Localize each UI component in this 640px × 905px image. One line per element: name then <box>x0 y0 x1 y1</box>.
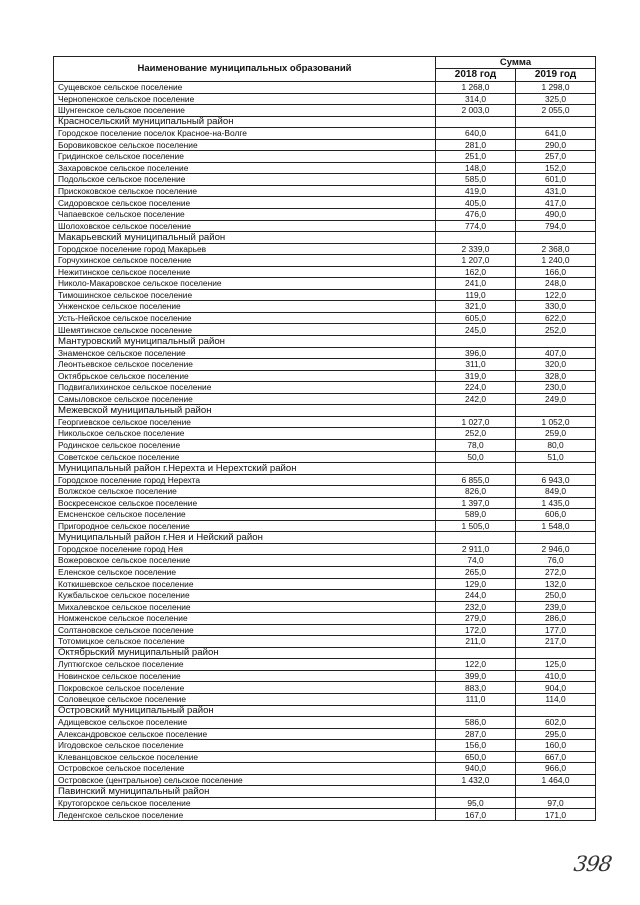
value-2018 <box>436 336 516 348</box>
district-header-row <box>54 647 596 659</box>
value-2019: 248,0 <box>516 278 596 290</box>
table-row <box>54 809 596 821</box>
municipality-name: Вожеровское сельское поселение <box>54 555 436 567</box>
value-2018: 6 855,0 <box>436 474 516 486</box>
table-row <box>54 220 596 232</box>
value-2019 <box>516 647 596 659</box>
municipality-name: Горчухинское сельское поселение <box>54 255 436 267</box>
municipality-name: Муниципальный район г.Нея и Нейский район <box>54 532 436 544</box>
table-row <box>54 347 596 359</box>
municipality-name: Городское поселение город Макарьев <box>54 243 436 255</box>
value-2018: 321,0 <box>436 301 516 313</box>
municipality-name: Леонтьевское сельское поселение <box>54 359 436 371</box>
value-2018: 1 432,0 <box>436 774 516 786</box>
municipality-name: Емсненское сельское поселение <box>54 509 436 521</box>
value-2018: 148,0 <box>436 162 516 174</box>
value-2019: 286,0 <box>516 613 596 625</box>
table-row <box>54 624 596 636</box>
value-2018 <box>436 405 516 417</box>
value-2018: 245,0 <box>436 324 516 336</box>
municipality-name: Унженское сельское поселение <box>54 301 436 313</box>
header-year-2018: 2018 год <box>436 69 516 82</box>
value-2018: 2 003,0 <box>436 105 516 117</box>
value-2019: 152,0 <box>516 162 596 174</box>
municipality-name: Красносельский муниципальный район <box>54 116 436 128</box>
municipality-name: Леденгское сельское поселение <box>54 809 436 821</box>
municipality-name: Игодовское сельское поселение <box>54 740 436 752</box>
table-row <box>54 774 596 786</box>
table-row <box>54 670 596 682</box>
value-2019: 230,0 <box>516 382 596 394</box>
municipality-name: Прискоковское сельское поселение <box>54 185 436 197</box>
value-2019: 1 052,0 <box>516 416 596 428</box>
table-row <box>54 486 596 498</box>
municipality-name: Островский муниципальный район <box>54 705 436 717</box>
value-2018: 242,0 <box>436 393 516 405</box>
value-2019: 272,0 <box>516 566 596 578</box>
value-2018: 2 911,0 <box>436 543 516 555</box>
value-2018: 396,0 <box>436 347 516 359</box>
value-2018: 122,0 <box>436 659 516 671</box>
header-name: Наименование муниципальных образований <box>54 57 436 82</box>
value-2019: 328,0 <box>516 370 596 382</box>
municipality-name: Островское (центральное) сельское поселение <box>54 774 436 786</box>
municipality-name: Шунгенское сельское поселение <box>54 105 436 117</box>
value-2019: 252,0 <box>516 324 596 336</box>
value-2019: 171,0 <box>516 809 596 821</box>
value-2019: 97,0 <box>516 797 596 809</box>
value-2019: 904,0 <box>516 682 596 694</box>
value-2018: 2 339,0 <box>436 243 516 255</box>
district-header-row <box>54 532 596 544</box>
table-row <box>54 740 596 752</box>
table-row <box>54 613 596 625</box>
municipality-name: Никольское сельское поселение <box>54 428 436 440</box>
table-row <box>54 151 596 163</box>
municipality-name: Гридинское сельское поселение <box>54 151 436 163</box>
value-2018: 244,0 <box>436 590 516 602</box>
table-row <box>54 763 596 775</box>
value-2019: 257,0 <box>516 151 596 163</box>
table-row <box>54 174 596 186</box>
district-header-row <box>54 232 596 244</box>
value-2018: 314,0 <box>436 93 516 105</box>
value-2018: 211,0 <box>436 636 516 648</box>
value-2019: 51,0 <box>516 451 596 463</box>
table-row <box>54 693 596 705</box>
table-row <box>54 439 596 451</box>
value-2019: 2 368,0 <box>516 243 596 255</box>
district-header-row <box>54 786 596 798</box>
table-row <box>54 601 596 613</box>
value-2018: 162,0 <box>436 266 516 278</box>
value-2019: 166,0 <box>516 266 596 278</box>
value-2019: 1 464,0 <box>516 774 596 786</box>
table-row <box>54 289 596 301</box>
municipality-name: Павинский муниципальный район <box>54 786 436 798</box>
value-2018 <box>436 647 516 659</box>
municipality-name: Чапаевское сельское поселение <box>54 209 436 221</box>
municipality-name: Новинское сельское поселение <box>54 670 436 682</box>
district-header-row <box>54 116 596 128</box>
municipality-name: Советское сельское поселение <box>54 451 436 463</box>
value-2018: 232,0 <box>436 601 516 613</box>
table-row <box>54 82 596 94</box>
municipality-name: Городское поселение город Нерехта <box>54 474 436 486</box>
district-header-row <box>54 463 596 475</box>
municipality-name: Александровское сельское поселение <box>54 728 436 740</box>
value-2018: 281,0 <box>436 139 516 151</box>
municipality-name: Подвигалихинское сельское поселение <box>54 382 436 394</box>
value-2019 <box>516 532 596 544</box>
table-row <box>54 382 596 394</box>
table-row <box>54 728 596 740</box>
table-row <box>54 255 596 267</box>
table-row <box>54 797 596 809</box>
municipality-name: Межевской муниципальный район <box>54 405 436 417</box>
value-2019: 177,0 <box>516 624 596 636</box>
value-2019 <box>516 116 596 128</box>
table-row <box>54 162 596 174</box>
municipality-name: Шолоховское сельское поселение <box>54 220 436 232</box>
table-row <box>54 93 596 105</box>
table-row <box>54 509 596 521</box>
table-row <box>54 139 596 151</box>
page-number: 398 <box>572 852 613 876</box>
table-row <box>54 590 596 602</box>
municipality-name: Мантуровский муниципальный район <box>54 336 436 348</box>
municipality-name: Волжское сельское поселение <box>54 486 436 498</box>
value-2019: 239,0 <box>516 601 596 613</box>
municipality-name: Николо-Макаровское сельское поселение <box>54 278 436 290</box>
value-2018: 774,0 <box>436 220 516 232</box>
value-2018: 287,0 <box>436 728 516 740</box>
value-2019: 250,0 <box>516 590 596 602</box>
municipality-name: Клеванцовское сельское поселение <box>54 751 436 763</box>
municipality-name: Усть-Нейское сельское поселение <box>54 312 436 324</box>
municipality-name: Воскресенское сельское поселение <box>54 497 436 509</box>
value-2019: 114,0 <box>516 693 596 705</box>
header-year-2019: 2019 год <box>516 69 596 82</box>
value-2019: 667,0 <box>516 751 596 763</box>
value-2019: 606,0 <box>516 509 596 521</box>
value-2018: 167,0 <box>436 809 516 821</box>
value-2019: 160,0 <box>516 740 596 752</box>
table-row <box>54 312 596 324</box>
value-2019 <box>516 705 596 717</box>
table-row <box>54 451 596 463</box>
value-2019: 1 435,0 <box>516 497 596 509</box>
table-body <box>54 82 596 821</box>
municipality-name: Георгиевское сельское поселение <box>54 416 436 428</box>
value-2018: 826,0 <box>436 486 516 498</box>
table-row <box>54 497 596 509</box>
value-2018: 95,0 <box>436 797 516 809</box>
value-2018: 252,0 <box>436 428 516 440</box>
value-2019: 849,0 <box>516 486 596 498</box>
district-header-row <box>54 336 596 348</box>
municipality-name: Покровское сельское поселение <box>54 682 436 694</box>
district-header-row <box>54 405 596 417</box>
table-row <box>54 301 596 313</box>
value-2018: 586,0 <box>436 717 516 729</box>
value-2019 <box>516 405 596 417</box>
municipality-name: Чернопенское сельское поселение <box>54 93 436 105</box>
table-row <box>54 543 596 555</box>
value-2019: 417,0 <box>516 197 596 209</box>
municipality-name: Сущевское сельское поселение <box>54 82 436 94</box>
municipality-name: Шемятинское сельское поселение <box>54 324 436 336</box>
allocation-table <box>53 56 596 821</box>
value-2018: 129,0 <box>436 578 516 590</box>
value-2019: 295,0 <box>516 728 596 740</box>
table-row <box>54 555 596 567</box>
municipality-name: Захаровское сельское поселение <box>54 162 436 174</box>
value-2019: 407,0 <box>516 347 596 359</box>
value-2019 <box>516 463 596 475</box>
value-2019: 641,0 <box>516 128 596 140</box>
value-2018: 111,0 <box>436 693 516 705</box>
value-2018: 74,0 <box>436 555 516 567</box>
table-row <box>54 185 596 197</box>
municipality-name: Знаменское сельское поселение <box>54 347 436 359</box>
value-2018: 1 397,0 <box>436 497 516 509</box>
value-2018: 476,0 <box>436 209 516 221</box>
value-2018: 650,0 <box>436 751 516 763</box>
municipality-name: Коткишевское сельское поселение <box>54 578 436 590</box>
value-2018: 585,0 <box>436 174 516 186</box>
value-2019: 431,0 <box>516 185 596 197</box>
municipality-name: Соловецкое сельское поселение <box>54 693 436 705</box>
value-2019: 794,0 <box>516 220 596 232</box>
value-2018: 405,0 <box>436 197 516 209</box>
value-2019: 602,0 <box>516 717 596 729</box>
table-row <box>54 520 596 532</box>
municipality-name: Пригородное сельское поселение <box>54 520 436 532</box>
value-2018: 1 505,0 <box>436 520 516 532</box>
table-row <box>54 197 596 209</box>
municipality-name: Октябрьское сельское поселение <box>54 370 436 382</box>
value-2019 <box>516 336 596 348</box>
value-2019: 6 943,0 <box>516 474 596 486</box>
table-row <box>54 682 596 694</box>
municipality-name: Солтановское сельское поселение <box>54 624 436 636</box>
value-2018: 640,0 <box>436 128 516 140</box>
value-2018: 605,0 <box>436 312 516 324</box>
municipality-name: Нежитинское сельское поселение <box>54 266 436 278</box>
value-2018 <box>436 463 516 475</box>
value-2019: 132,0 <box>516 578 596 590</box>
value-2018: 883,0 <box>436 682 516 694</box>
value-2019: 217,0 <box>516 636 596 648</box>
value-2019: 966,0 <box>516 763 596 775</box>
value-2018: 78,0 <box>436 439 516 451</box>
table-row <box>54 659 596 671</box>
table-row <box>54 370 596 382</box>
municipality-name: Тотомицкое сельское поселение <box>54 636 436 648</box>
municipality-name: Городское поселение поселок Красное-на-Волге <box>54 128 436 140</box>
value-2019: 330,0 <box>516 301 596 313</box>
table-row <box>54 428 596 440</box>
municipality-name: Островское сельское поселение <box>54 763 436 775</box>
value-2018: 279,0 <box>436 613 516 625</box>
table-row <box>54 636 596 648</box>
table-row <box>54 209 596 221</box>
value-2018: 1 207,0 <box>436 255 516 267</box>
municipality-name: Луптюгское сельское поселение <box>54 659 436 671</box>
table-row <box>54 105 596 117</box>
value-2018: 319,0 <box>436 370 516 382</box>
table-row <box>54 243 596 255</box>
value-2018: 1 027,0 <box>436 416 516 428</box>
value-2019: 601,0 <box>516 174 596 186</box>
value-2019: 80,0 <box>516 439 596 451</box>
municipality-name: Подольское сельское поселение <box>54 174 436 186</box>
municipality-name: Номженское сельское поселение <box>54 613 436 625</box>
value-2018: 251,0 <box>436 151 516 163</box>
value-2018: 311,0 <box>436 359 516 371</box>
table-row <box>54 566 596 578</box>
municipality-name: Крутогорское сельское поселение <box>54 797 436 809</box>
value-2018: 1 268,0 <box>436 82 516 94</box>
table-row <box>54 474 596 486</box>
value-2018: 119,0 <box>436 289 516 301</box>
value-2019: 2 055,0 <box>516 105 596 117</box>
municipality-name: Адищевское сельское поселение <box>54 717 436 729</box>
municipality-name: Родинское сельское поселение <box>54 439 436 451</box>
value-2018: 399,0 <box>436 670 516 682</box>
table-row <box>54 416 596 428</box>
table-row <box>54 128 596 140</box>
value-2018: 265,0 <box>436 566 516 578</box>
table-row <box>54 324 596 336</box>
header-sum: Сумма <box>436 57 596 69</box>
value-2018: 419,0 <box>436 185 516 197</box>
value-2019: 76,0 <box>516 555 596 567</box>
value-2019: 249,0 <box>516 393 596 405</box>
value-2019: 290,0 <box>516 139 596 151</box>
value-2019: 125,0 <box>516 659 596 671</box>
municipality-name: Кужбальское сельское поселение <box>54 590 436 602</box>
value-2018 <box>436 232 516 244</box>
value-2018: 172,0 <box>436 624 516 636</box>
value-2019: 622,0 <box>516 312 596 324</box>
municipality-name: Муниципальный район г.Нерехта и Нерехтский район <box>54 463 436 475</box>
value-2018: 224,0 <box>436 382 516 394</box>
value-2019: 410,0 <box>516 670 596 682</box>
municipality-name: Сидоровское сельское поселение <box>54 197 436 209</box>
value-2018 <box>436 705 516 717</box>
value-2019 <box>516 786 596 798</box>
municipality-name: Городское поселение город Нея <box>54 543 436 555</box>
table-row <box>54 578 596 590</box>
value-2019: 325,0 <box>516 93 596 105</box>
value-2019: 1 298,0 <box>516 82 596 94</box>
value-2019: 320,0 <box>516 359 596 371</box>
municipality-name: Михалевское сельское поселение <box>54 601 436 613</box>
value-2019: 259,0 <box>516 428 596 440</box>
value-2018: 241,0 <box>436 278 516 290</box>
value-2018: 589,0 <box>436 509 516 521</box>
district-header-row <box>54 705 596 717</box>
value-2019: 490,0 <box>516 209 596 221</box>
table-row <box>54 751 596 763</box>
municipality-name: Боровиковское сельское поселение <box>54 139 436 151</box>
table-row <box>54 717 596 729</box>
municipality-name: Тимошинское сельское поселение <box>54 289 436 301</box>
municipality-name: Макарьевский муниципальный район <box>54 232 436 244</box>
table-row <box>54 359 596 371</box>
value-2018: 940,0 <box>436 763 516 775</box>
value-2019: 122,0 <box>516 289 596 301</box>
value-2018 <box>436 116 516 128</box>
municipality-name: Октябрьский муниципальный район <box>54 647 436 659</box>
table-row <box>54 393 596 405</box>
table-row <box>54 278 596 290</box>
municipality-name: Еленское сельское поселение <box>54 566 436 578</box>
value-2019: 1 548,0 <box>516 520 596 532</box>
value-2018: 50,0 <box>436 451 516 463</box>
value-2019 <box>516 232 596 244</box>
value-2018: 156,0 <box>436 740 516 752</box>
value-2018 <box>436 786 516 798</box>
table-row <box>54 266 596 278</box>
value-2019: 2 946,0 <box>516 543 596 555</box>
municipality-name: Самыловское сельское поселение <box>54 393 436 405</box>
value-2018 <box>436 532 516 544</box>
value-2019: 1 240,0 <box>516 255 596 267</box>
